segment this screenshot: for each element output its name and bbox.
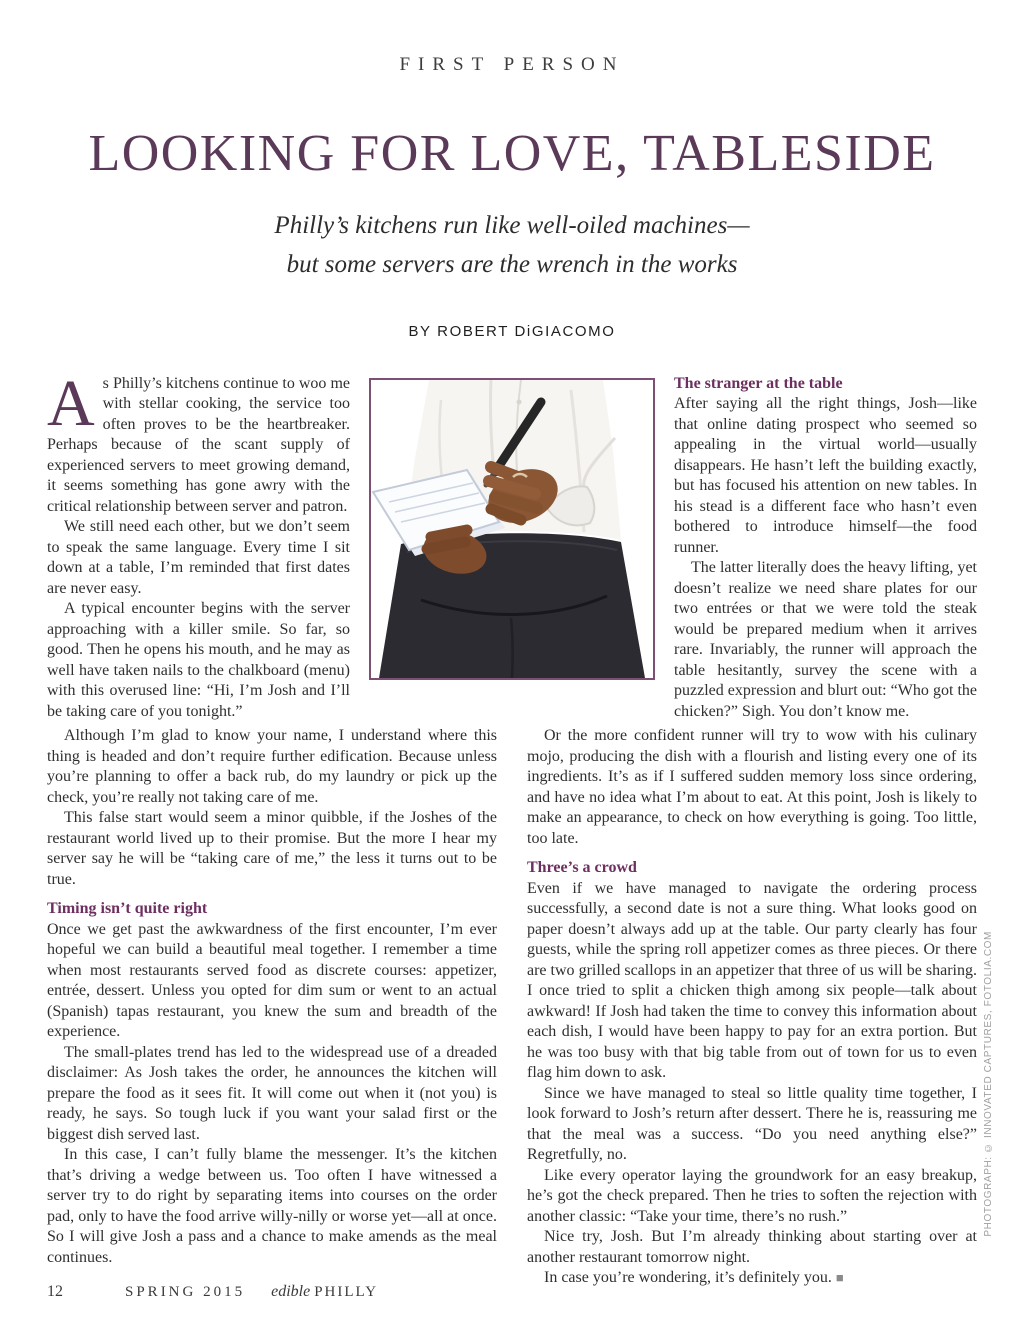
paragraph: Even if we have managed to navigate the ordering process successfully, a second date is not a sure thing. What looks good on paper doesn’t always add up at the table. Our party clearly has four guests, while the spring roll appetizer comes as three pieces. Or there are two grilled scallops in an appetizer that three of us will be sharing. I once tried to split a chicken thigh among six people—talk about awkward! If Josh had taken the time to convey this information about each dish, I would have been happy to pay for an extra portion. But he was too busy with that big table from out of town for us to even flag him down to ask. [527,879,977,1081]
waiter-photo [369,378,655,680]
section-kicker: FIRST PERSON [399,54,625,75]
paragraph: The small-plates trend has led to the widespread use of a dreaded disclaimer: As Josh takes the order, he announces the kitchen will prepare the food as it sees fit. It will come out when it (not you) is ready, he says. So tough luck if you want your salad first or the biggest dish served last. [47,1043,497,1143]
paragraph-text: s Philly’s kitchens continue to woo me with stellar cooking, the service too often proves to be the heartbreaker. Perhaps because of the scant supply of experienced servers to meet growing demand, it seems something has gone awry with the critical relationship between server and patron. [47,374,350,515]
page-number: 12 [47,1283,63,1300]
paragraph: Although I’m glad to know your name, I understand where this thing is headed and don’t require further edification. Because unless you’re planning to offer a back rub, do my laundry or pick up the check, you’re really not taking care of me. [47,727,497,806]
section-heading-timing: Timing isn’t quite right [47,900,208,917]
right-column-bottom [527,726,977,1289]
paragraph-text: In case you’re wondering, it’s definitely you. [544,1269,832,1286]
paragraph: We still need each other, but we don’t seem to speak the same language. Every time I sit down at a table, I’m reminded that first dates are never easy. [47,518,350,597]
right-column-top [674,374,977,723]
subtitle-line-1: Philly’s kitchens run like well-oiled machines— [274,212,750,239]
bottom-row [47,726,977,1289]
paragraph: This false start would seem a minor quibble, if the Joshes of the restaurant world lived up to their promise. But the more I hear my server say he will be “taking care of me,” the less it turns out to be true. [47,809,497,888]
paragraph: Once we get past the awkwardness of the first encounter, I’m ever hopeful we can build a beautiful meal together. I remember a time when most restaurants served food as discrete courses: appetizer, entrée, dessert. Unless you opted for dim sum or went to an actual (Spanish) tapas restaurant, you knew the sum and breadth of the experience. [47,920,497,1040]
paragraph: The latter literally does the heavy lifting, yet doesn’t realize we need share plates for our two entrées or that we were told the steak would be prepared medium when it arrives rare. Invariably, the runner will approach the table hesitantly, survey the scene with a puzzled expression and blurt out: “Who got the chicken?” Sigh. You don’t know me. [674,559,977,720]
top-row [47,366,977,723]
section-heading-stranger: The stranger at the table [674,374,843,392]
left-column-bottom [47,726,497,1289]
article-subtitle [0,207,1024,285]
paragraph: A typical encounter begins with the server approaching with a killer smile. So far, so good. Then he opens his mouth, and he may as well have taken nails to the chalkboard (menu) with this overused line: “Hi, I’m Josh and I’ll be taking care of you tonight.” [47,600,350,720]
end-mark-icon: ■ [835,1270,844,1285]
paragraph: In this case, I can’t fully blame the messenger. It’s the kitchen that’s driving a wedge between us. Too often I have witnessed a server try to do right by separating items into courses on the order pad, only to have the food arrive willy-nilly or worse yet—all at once. So I will give Josh a pass and a chance to make amends as the meal continues. [47,1146,497,1266]
article-header [0,0,1024,340]
issue-label: SPRING 2015 [125,1284,246,1300]
photo-credit: PHOTOGRAPH: © INNOVATED CAPTURES, FOTOLIA.COM [983,931,994,1237]
waiter-illustration [371,380,653,678]
paragraph: After saying all the right things, Josh—like that online dating prospect who seemed so appealing in the virtual world—usually disappears. He hasn’t left the building exactly, but has focused his attention on new tables. In his stead is a different face who hasn’t even bothered to introduce himself—the food runner. [674,395,977,556]
page-footer [47,1283,378,1301]
section-heading-crowd: Three’s a crowd [527,859,637,876]
article-body [47,366,977,1289]
paragraph: Like every operator laying the groundwork for an easy breakup, he’s got the check prepared. Then he tries to soften the rejection with another classic: “Take your time, there’s no rush.” [527,1166,977,1225]
paragraph: Nice try, Josh. But I’m already thinking about starting over at another restaurant tomorrow night. [527,1228,977,1266]
byline: BY ROBERT DiGIACOMO [408,322,616,340]
closing-line [527,1268,977,1289]
magazine-name-caps: PHILLY [314,1284,379,1300]
drop-cap: A [47,366,95,440]
subtitle-line-2: but some servers are the wrench in the works [286,250,738,278]
paragraph-dropcap [47,366,350,518]
magazine-name-italic: edible [271,1283,311,1300]
paragraph: Since we have managed to steal so little quality time together, I look forward to Josh’s return after dessert. There he is, reassuring me that the meal was a success. “Do you need anything else?” Regretfully, no. [527,1084,977,1163]
left-column-top [47,366,350,723]
article-title: LOOKING FOR LOVE, TABLESIDE [88,125,936,182]
magazine-name [271,1283,378,1301]
paragraph: Or the more confident runner will try to wow with his culinary mojo, producing the dish with a flourish and listing every one of its ingredients. It’s as if I suffered sudden memory loss since ordering, and have no idea what I’m about to eat. At this point, Josh is likely to make an appearance, to check on how everything is going. Too little, too late. [527,727,977,847]
